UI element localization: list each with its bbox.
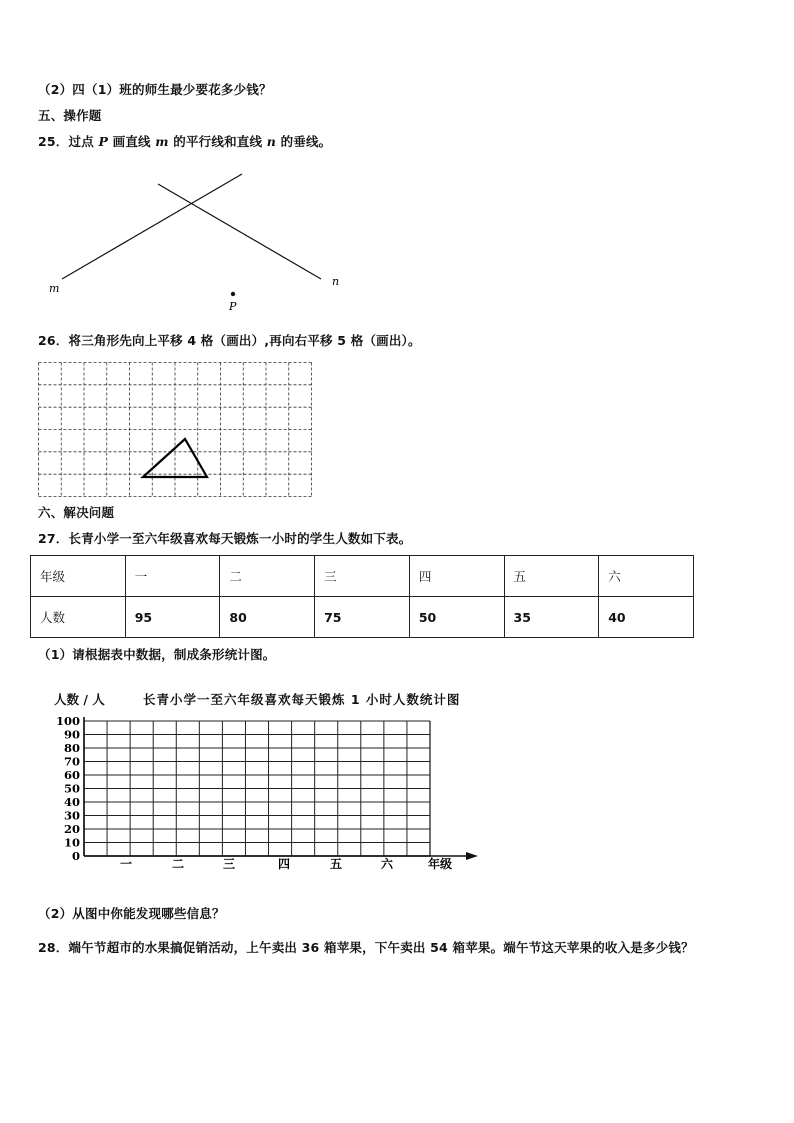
chart-x-tick-label: 三	[222, 857, 236, 871]
chart-x-tick-label: 五	[329, 857, 343, 871]
table-cell-count: 95	[125, 597, 220, 638]
table-cell-grade: 六	[599, 556, 694, 597]
table-cell-count: 80	[220, 597, 315, 638]
chart-y-tick-label: 70	[63, 754, 80, 769]
table-cell-grade: 四	[409, 556, 504, 597]
table-row-counts	[31, 597, 694, 638]
chart-y-tick-label: 90	[63, 727, 80, 742]
chart-title: 长青小学一至六年级喜欢每天锻炼 1 小时人数统计图	[143, 692, 461, 707]
chart-y-tick-label: 50	[63, 781, 80, 796]
question-28: 28．端午节超市的水果搞促销活动，上午卖出 36 箱苹果，下午卖出 54 箱苹果。端午节这天苹果的收入是多少钱？	[38, 940, 694, 955]
grade-table	[30, 555, 694, 638]
chart-y-tick-label: 0	[71, 849, 80, 863]
chart-y-tick-label: 10	[63, 835, 80, 850]
bar-chart-grid	[0, 700, 500, 880]
label-n: n	[332, 275, 340, 288]
chart-y-tick-label: 100	[55, 714, 80, 728]
question-27-part-2: （2）从图中你能发现哪些信息？	[38, 906, 225, 921]
table-cell-count: 35	[504, 597, 599, 638]
q25-text-1: 25．过点	[38, 134, 99, 149]
q25-line-m: m	[155, 134, 169, 149]
chart-y-tick-label: 80	[63, 741, 80, 755]
question-24-part-2: （2）四（1）班的师生最少要花多少钱？	[38, 82, 272, 97]
table-header-count: 人数	[31, 597, 126, 638]
chart-x-tick-label: 四	[277, 857, 291, 871]
table-cell-grade: 一	[125, 556, 220, 597]
table-cell-grade: 五	[504, 556, 599, 597]
q25-text-4: 的垂线。	[276, 134, 332, 149]
chart-x-axis-label: 年级	[427, 857, 453, 871]
table-cell-count: 50	[409, 597, 504, 638]
chart-y-tick-label: 20	[63, 822, 80, 836]
q25-text-3: 的平行线和直线	[168, 134, 267, 149]
label-p: P	[229, 300, 237, 313]
q25-line-n: n	[266, 134, 277, 149]
section-5-heading: 五、操作题	[38, 108, 102, 123]
q25-point-p: P	[98, 134, 109, 149]
chart-x-tick-label: 六	[380, 857, 394, 871]
translation-grid	[38, 362, 312, 498]
line-m	[62, 174, 242, 279]
chart-y-axis-label: 人数 / 人	[54, 692, 105, 707]
chart-y-tick-label: 30	[63, 808, 80, 823]
line-n	[158, 184, 321, 279]
chart-x-tick-label: 二	[171, 857, 185, 871]
table-cell-count: 40	[599, 597, 694, 638]
point-p	[231, 292, 235, 296]
table-cell-grade: 三	[315, 556, 410, 597]
table-header-grade: 年级	[31, 556, 126, 597]
label-m: m	[49, 282, 60, 295]
table-cell-count: 75	[315, 597, 410, 638]
table-row-grades	[31, 556, 694, 597]
lines-figure	[0, 0, 794, 330]
chart-x-axis-arrow	[466, 852, 478, 860]
question-26: 26．将三角形先向上平移 4 格（画出）,再向右平移 5 格（画出）。	[38, 333, 421, 348]
question-27-part-1: （1）请根据表中数据，制成条形统计图。	[38, 647, 276, 662]
chart-y-tick-label: 60	[63, 768, 80, 782]
section-6-heading: 六、解决问题	[38, 505, 115, 520]
chart-x-tick-label: 一	[119, 857, 133, 871]
question-27: 27．长青小学一至六年级喜欢每天锻炼一小时的学生人数如下表。	[38, 531, 412, 546]
q25-text-2: 画直线	[108, 134, 156, 149]
chart-y-tick-label: 40	[63, 795, 80, 809]
table-cell-grade: 二	[220, 556, 315, 597]
